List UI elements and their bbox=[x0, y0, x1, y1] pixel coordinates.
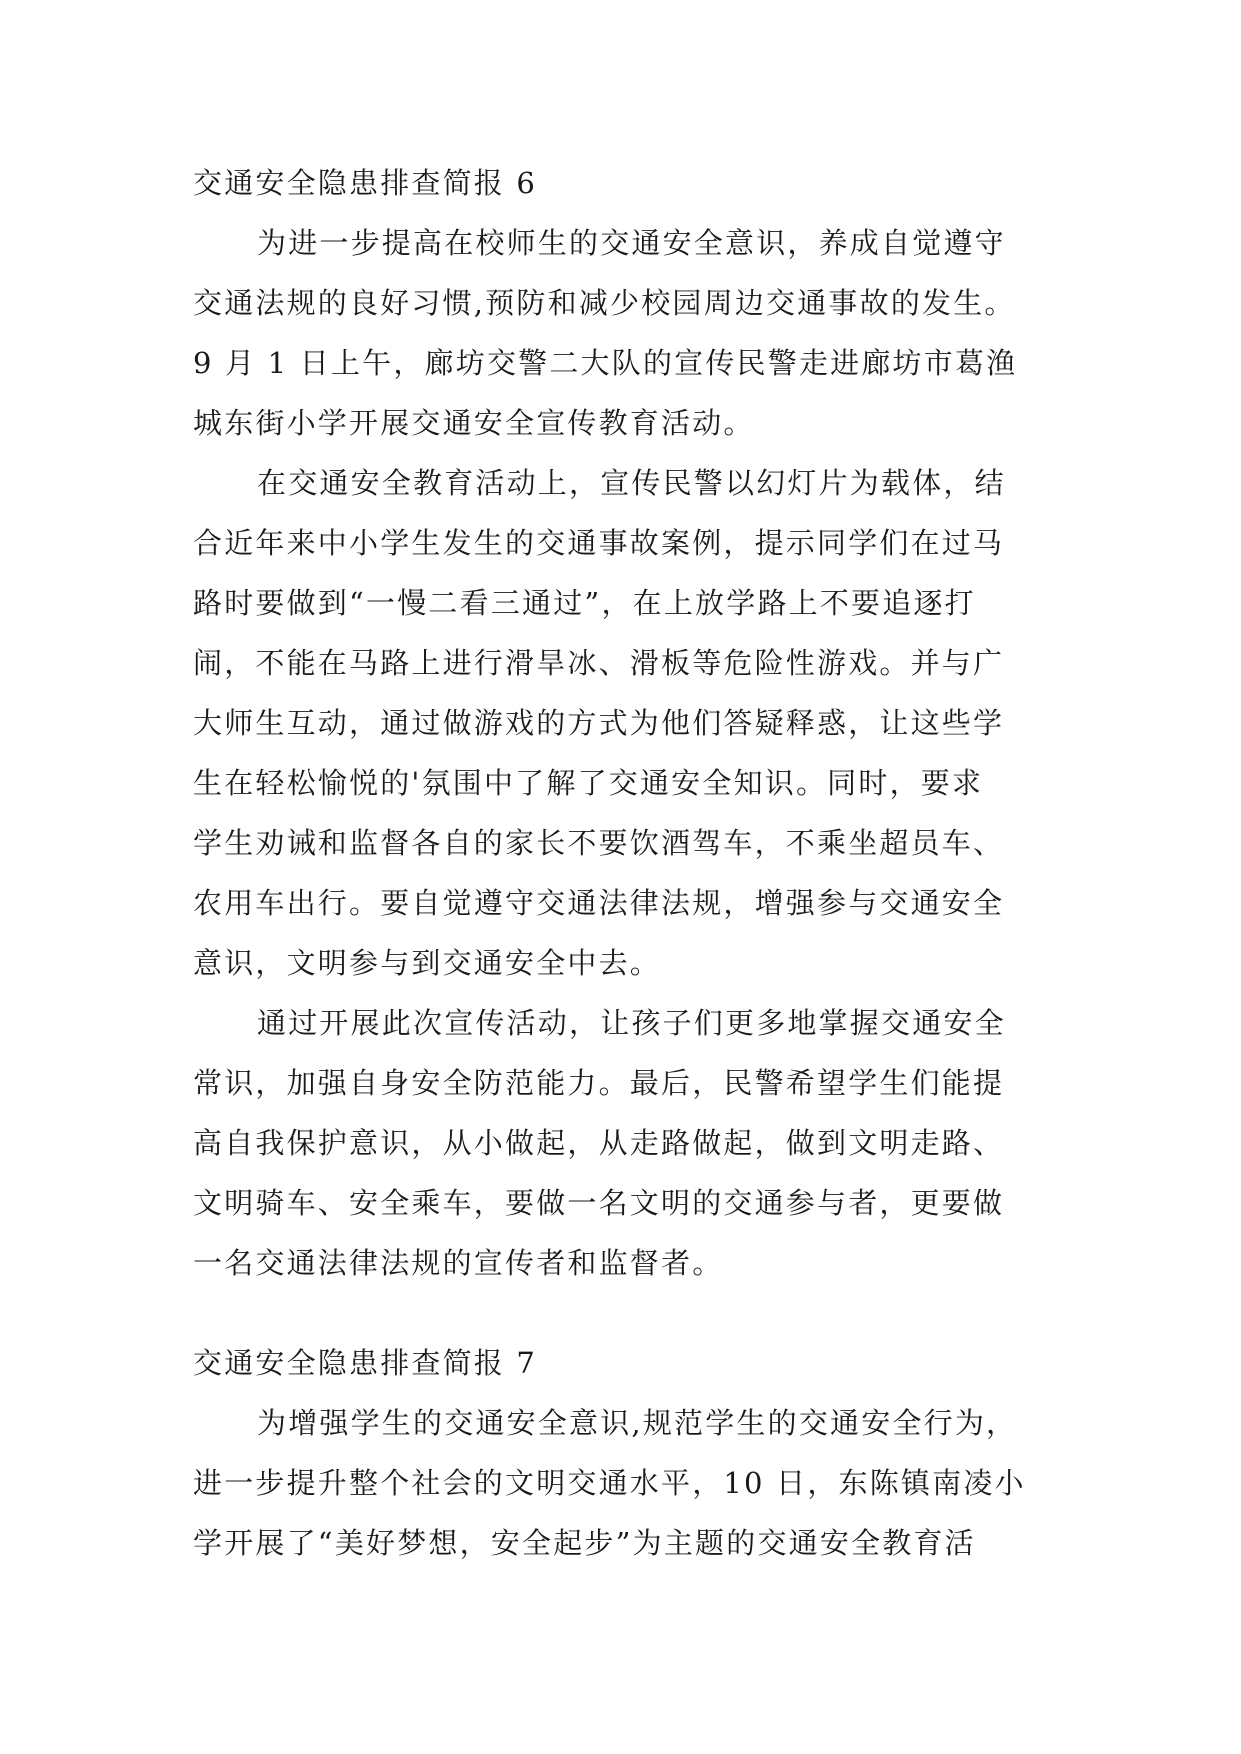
paragraph-line: 农用车出行。要自觉遵守交通法律法规，增强参与交通安全 bbox=[193, 886, 1005, 920]
paragraph-line: 大师生互动，通过做游戏的方式为他们答疑释惑，让这些学 bbox=[193, 706, 1005, 740]
paragraph-line: 进一步提升整个社会的文明交通水平，10 日，东陈镇南凌小 bbox=[193, 1466, 1026, 1500]
paragraph-line: 合近年来中小学生发生的交通事故案例，提示同学们在过马 bbox=[193, 526, 1005, 560]
section-title: 交通安全隐患排查简报 7 bbox=[193, 1346, 538, 1380]
paragraph-line: 闹，不能在马路上进行滑旱冰、滑板等危险性游戏。并与广 bbox=[193, 646, 1005, 680]
paragraph-line: 通过开展此次宣传活动，让孩子们更多地掌握交通安全 bbox=[257, 1006, 1006, 1040]
paragraph-line: 交通法规的良好习惯,预防和减少校园周边交通事故的发生。 bbox=[193, 286, 1016, 320]
paragraph-line: 学开展了“美好梦想，安全起步”为主题的交通安全教育活 bbox=[193, 1526, 976, 1560]
paragraph-line: 路时要做到“一慢二看三通过”，在上放学路上不要追逐打 bbox=[193, 586, 976, 620]
paragraph-line: 在交通安全教育活动上，宣传民警以幻灯片为载体，结 bbox=[257, 466, 1006, 500]
paragraph-line: 为增强学生的交通安全意识,规范学生的交通安全行为， bbox=[257, 1406, 1018, 1440]
paragraph-line: 生在轻松愉悦的'氛围中了解了交通安全知识。同时，要求 bbox=[193, 766, 984, 800]
paragraph-line: 常识，加强自身安全防范能力。最后，民警希望学生们能提 bbox=[193, 1066, 1005, 1100]
paragraph-line: 学生劝诫和监督各自的家长不要饮酒驾车，不乘坐超员车、 bbox=[193, 826, 1005, 860]
paragraph-line: 文明骑车、安全乘车，要做一名文明的交通参与者，更要做 bbox=[193, 1186, 1005, 1220]
paragraph-line: 意识，文明参与到交通安全中去。 bbox=[193, 946, 662, 980]
paragraph-line: 为进一步提高在校师生的交通安全意识，养成自觉遵守 bbox=[257, 226, 1006, 260]
section-title: 交通安全隐患排查简报 6 bbox=[193, 166, 538, 200]
paragraph-line: 9 月 1 日上午，廊坊交警二大队的宣传民警走进廊坊市葛渔 bbox=[193, 346, 1018, 380]
paragraph-line: 城东街小学开展交通安全宣传教育活动。 bbox=[193, 406, 755, 440]
paragraph-line: 一名交通法律法规的宣传者和监督者。 bbox=[193, 1246, 724, 1280]
paragraph-line: 高自我保护意识，从小做起，从走路做起，做到文明走路、 bbox=[193, 1126, 1005, 1160]
